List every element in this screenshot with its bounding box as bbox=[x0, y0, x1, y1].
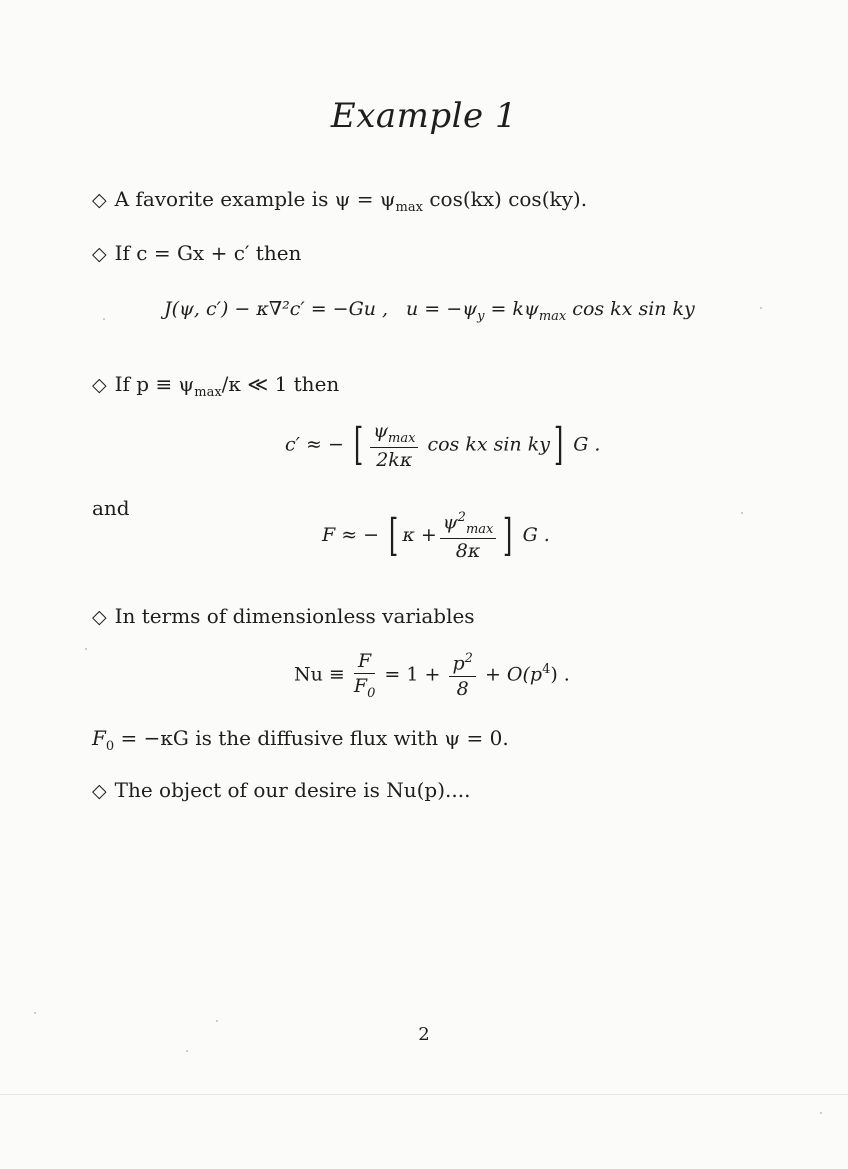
fraction-p2-over-8: $\frac{p^2}{8}$ bbox=[449, 651, 475, 699]
scan-speck bbox=[186, 1050, 188, 1052]
equation-flux-F: F ≈ − [ κ + $\frac{\psi^2_{max}}{8\kappa}$ ] G . bbox=[322, 510, 550, 563]
scan-speck bbox=[103, 318, 105, 320]
bullet-object-of-desire: ◇ The object of our desire is Nu(p).... bbox=[92, 778, 471, 802]
page-number: 2 bbox=[418, 1024, 430, 1045]
scan-speck bbox=[741, 512, 743, 514]
right-bracket: ] bbox=[553, 419, 564, 471]
scan-speck bbox=[820, 1112, 822, 1114]
scan-speck bbox=[85, 648, 87, 650]
fraction-psi2-over-8kappa: $\frac{\psi^2_{max}}{8\kappa}$ bbox=[440, 510, 497, 562]
bullet-favorite-example: ◇ A favorite example is $\psi = \psi_{max}$ cos(kx) cos(ky). bbox=[92, 187, 588, 215]
left-bracket: [ bbox=[353, 419, 364, 471]
bullet-if-c: ◇ If c = Gx + c′ then bbox=[92, 241, 302, 265]
equation-u-velocity: $u = -\psi_y = k\psi_{max}$ cos kx sin ky bbox=[406, 298, 695, 324]
bullet-if-p: ◇ If $p \equiv \psi_{max}/\kappa$ ≪ 1 then bbox=[92, 372, 340, 400]
diffusive-flux-statement: $F_0 = -\kappa G$ is the diffusive flux with ψ = 0. bbox=[92, 726, 509, 754]
and-label: and bbox=[92, 496, 130, 520]
diamond-bullet-icon: ◇ bbox=[92, 374, 107, 396]
diamond-bullet-icon: ◇ bbox=[92, 189, 107, 211]
page-title: Example 1 bbox=[330, 96, 518, 136]
scan-speck bbox=[760, 307, 762, 309]
diamond-bullet-icon: ◇ bbox=[92, 243, 107, 265]
right-bracket: ] bbox=[503, 510, 513, 562]
bullet-dimensionless: ◇ In terms of dimensionless variables bbox=[92, 604, 475, 628]
equation-jacobian: J(ψ, c′) − κ∇²c′ = −Gu , bbox=[164, 298, 389, 320]
equation-nusselt: Nu ≡ $\frac{F}{F_0}$ = 1 + $\frac{p^2}{8}$ + $O(p^4)$ . bbox=[294, 650, 570, 701]
diamond-bullet-icon: ◇ bbox=[92, 606, 107, 628]
scan-edge-line bbox=[0, 1094, 848, 1095]
left-bracket: [ bbox=[389, 510, 399, 562]
scan-speck bbox=[34, 1012, 36, 1014]
equation-c-prime: c′ ≈ − [ $\frac{\psi_{max}}{2k\kappa}$ cos kx sin ky] G . bbox=[285, 419, 601, 471]
fraction-psi-over-2kkappa: $\frac{\psi_{max}}{2k\kappa}$ bbox=[370, 420, 418, 471]
diamond-bullet-icon: ◇ bbox=[92, 780, 107, 802]
scan-speck bbox=[216, 1020, 218, 1022]
fraction-F-over-F0: $\frac{F}{F_0}$ bbox=[353, 650, 376, 701]
